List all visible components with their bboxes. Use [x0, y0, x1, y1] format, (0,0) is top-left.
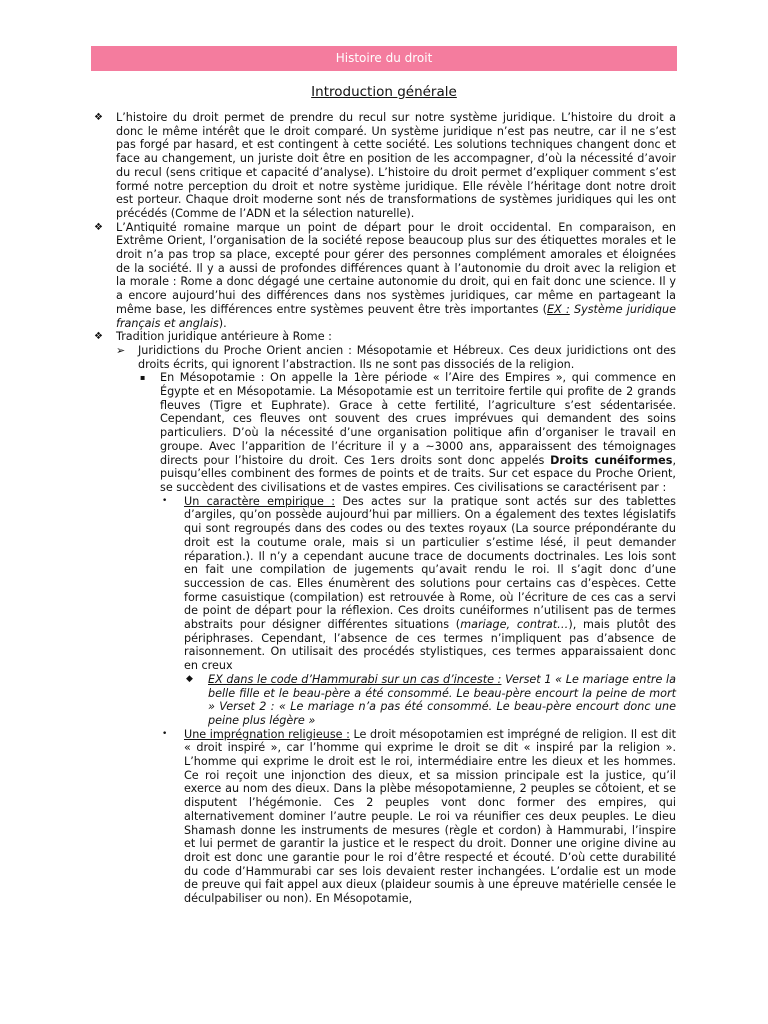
- paragraph-juridictions: ➢ Juridictions du Proche Orient ancien : Mésopotamie et Hébreux. Ces deux juridictions ont des droits écrits, qui ignorent l’abstraction. Ils ne sont pas dissociés de la religion.: [116, 343, 676, 371]
- paragraph-mesopotamie: ▪ En Mésopotamie : On appelle la 1ère période « l’Aire des Empires », qui commence en Égypte et en Mésopotamie. La Mésopotamie est un territoire fertile qui profite de 2 grands fleuves (Tigre et Euphrate). Grace à cette fertilité, l’agriculture s’est sédentarisée. Cependant, ces fleuves ont souvent des crues imprévues qui demandent des soins particuliers. D’où la nécessité d’une organisation politique afin d’organiser le travail en groupe. Avec l’apparition de l’écriture il y a ~3000 ans, apparaissent des témoignages directs pour l’histoire du droit. Ces 1ers droits sont donc appelés Droits cunéiformes, puisqu’elles combinent des formes de points et de traits. Sur cet espace du Proche Orient, se succèdent des civilisations et de vastes empires. Ces civilisations se caractérisent par :: [140, 371, 676, 494]
- arrow-bullet-icon: ➢: [116, 343, 126, 357]
- header-banner: [91, 46, 677, 71]
- dot-bullet-icon: •: [162, 728, 168, 739]
- diamond-bullet-icon: ❖: [94, 112, 103, 123]
- example-label: EX dans le code d’Hammurabi sur un cas d’inceste :: [208, 672, 502, 686]
- paragraph-tradition: ❖ Tradition juridique antérieure à Rome :: [94, 330, 332, 344]
- example-label: EX :: [547, 302, 570, 316]
- section-label: Un caractère empirique :: [184, 494, 336, 508]
- paragraph-intro: ❖ L’histoire du droit permet de prendre du recul sur notre système juridique. L’histoire du droit a donc le même intérêt que le droit comparé. Un système juridique n’est pas neutre, car il ne s’est pas forgé par hasard, et est contingent à cette société. Les solutions techniques changent donc et face au changement, un juriste doit être en position de les accompagner, d’où la nécessité d’avoir du recul (sens critique et capacité d’analyse). L’histoire du droit permet d’expliquer comment s’est formé notre perception du droit et notre système juridique. Elle révèle l’héritage dont notre droit est porteur. Chaque droit moderne sont nés de transformations de systèmes juridiques qui les ont précédés (Comme de l’ADN et la sélection naturelle).: [94, 111, 676, 220]
- paragraph-caractere-empirique: • Un caractère empirique : Des actes sur la pratique sont actés sur des tablettes d’argiles, qu’on possède aujourd’hui par milliers. On a également des textes législatifs qui sont regroupés dans des codes ou des textes royaux (La source prépondérante du droit est la coutume orale, mais si un particulier s’estime lésé, il peut demander réparation.). Il n’y a cependant aucune trace de documents doctrinales. Les lois sont en fait une compilation de jugements qu’avait rendu le roi. Il s’agit donc d’une succession de cas. Elles énumèrent des solutions pour certains cas d’espèces. Cette forme casuistique (compilation) est retrouvée à Rome, où l’écriture de ces cas a servi de point de départ pour la réflexion. Ces droits cunéiformes n’utilisent pas de termes abstraits pour désigner différentes situations (mariage, contrat…), mais plutôt des périphrases. Cependant, l’absence de ces termes n’impliquent pas d’absence de raisonnement. On utilisait des procédés stylistiques, ces termes apparaissaient donc en creux: [162, 494, 677, 673]
- document-body: [92, 111, 676, 906]
- small-diamond-bullet-icon: ◆: [186, 673, 193, 684]
- dot-bullet-icon: •: [162, 495, 168, 506]
- section-label: Une imprégnation religieuse :: [184, 727, 350, 741]
- bold-term: Droits cunéiformes: [550, 453, 673, 467]
- header-title: Histoire du droit: [335, 51, 433, 65]
- diamond-bullet-icon: ❖: [94, 221, 103, 233]
- paragraph-impregnation-religieuse: • Une imprégnation religieuse : Le droit mésopotamien est imprégné de religion. Il est dit « droit inspiré », car l’homme qui exprime le droit se dit « inspiré par la religion ». L’homme qui exprime le droit est le roi, intermédiaire entre les dieux et les hommes. Ce roi reçoit une injonction des dieux, et sa mission principale est la justice, qu’il exerce au nom des dieux. Dans la plèbe mésopotamienne, 2 peuples se côtoient, et se disputent l’hégémonie. Ces 2 peuples vont donc former des empires, qui alternativement dominer l’autre peuple. Le roi va réunifier ces deux peuples. Le dieu Shamash donne les instruments de mesures (règle et cordon) à Hammurabi, l’inspire et lui permet de garantir la justice et le respect du droit. Donner une origine divine au droit est donc une garantie pour le roi d’être respecté et écouté. D’où cette durabilité du code d’Hammurabi car ses lois devaient rester inchangées. L’ordalie est un mode de preuve qui fait appel aux dieux (plaideur soumis à une épreuve matérielle censée le déculpabiliser ou non). En Mésopotamie,: [162, 727, 676, 906]
- document-title: Introduction générale: [311, 84, 457, 100]
- diamond-bullet-icon: ❖: [94, 331, 103, 343]
- paragraph-example-hammurabi: ◆ EX dans le code d’Hammurabi sur un cas d’inceste : Verset 1 « Le mariage entre la belle fille et le beau-père a été consommé. Le beau-père encourt la peine de mort » Verset 2 : « Le mariage n’a pas été consommé. Le beau-père encourt donc une peine plus légère »: [186, 672, 676, 727]
- paragraph-antiquite: ❖ L’Antiquité romaine marque un point de départ pour le droit occidental. En comparaison, en Extrême Orient, l’organisation de la société repose beaucoup plus sur des étiquettes morales et le droit n’a pas trop sa place, excepté pour gérer des personnes complément amorales et éloignées de la société. Il y a aussi de profondes différences quant à l’autonomie du droit avec la religion et la morale : Rome a donc dégagé une certaine autonomie du droit, qui en fait donc une science. Il y a encore aujourd’hui des différences dans nos systèmes juridiques, car même en partageant la même base, les différences entre systèmes peuvent être très importantes (EX : Système juridique français et anglais).: [94, 220, 677, 330]
- square-bullet-icon: ▪: [140, 373, 146, 383]
